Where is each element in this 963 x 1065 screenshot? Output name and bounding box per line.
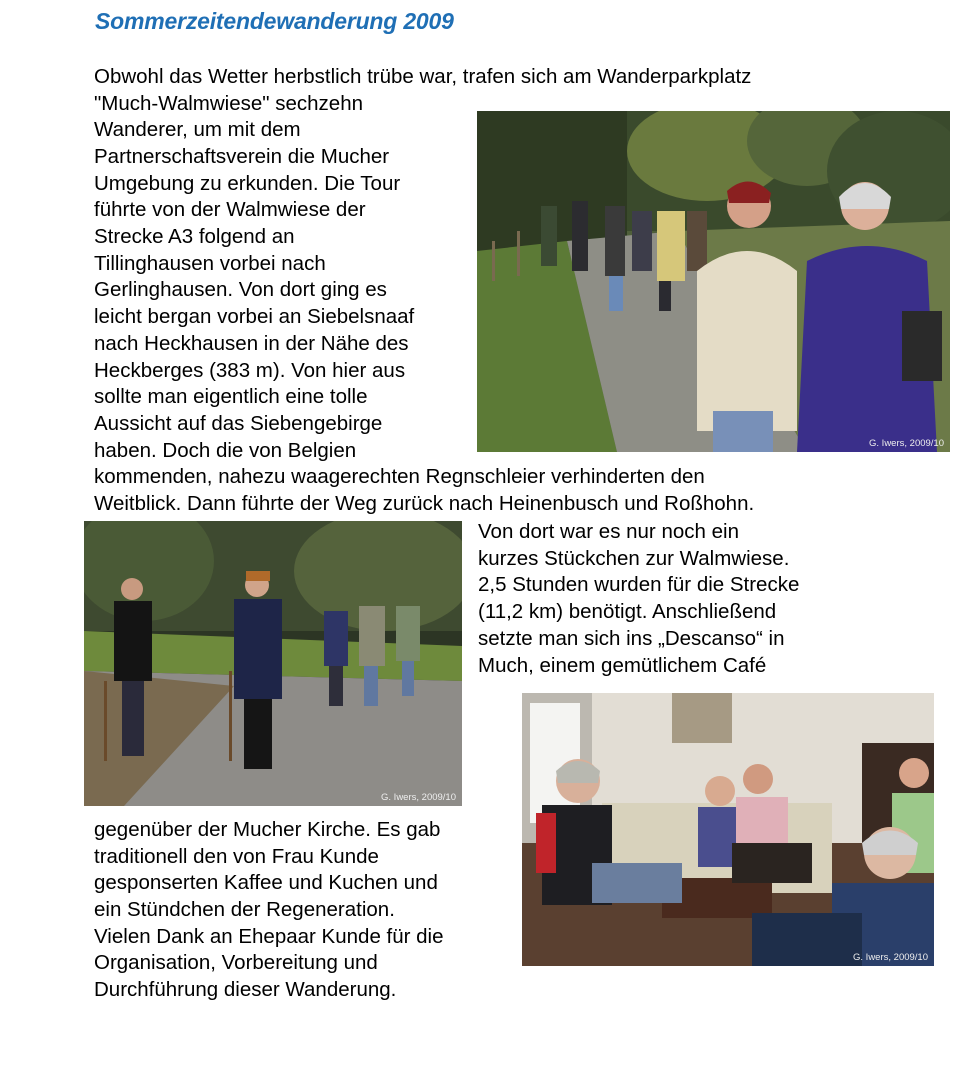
text-line: traditionell den von Frau Kunde [94, 845, 379, 868]
text-line: 2,5 Stunden wurden für die Strecke [478, 573, 800, 596]
text-line: Partnerschaftsverein die Mucher [94, 145, 390, 168]
text-line: Wanderer, um mit dem [94, 118, 301, 141]
photo-credit: G. Iwers, 2009/10 [869, 438, 944, 449]
text-line: gegenüber der Mucher Kirche. Es gab [94, 818, 441, 841]
text-line: Much, einem gemütlichem Café [478, 654, 767, 677]
text-line: Gerlinghausen. Von dort ging es [94, 278, 387, 301]
text-line: leicht bergan vorbei an Siebelsnaaf [94, 305, 415, 328]
text-line: kommenden, nahezu waagerechten Regnschleier verhinderten den [94, 465, 705, 488]
text-line: Aussicht auf das Siebengebirge [94, 412, 383, 435]
text-line: nach Heckhausen in der Nähe des [94, 332, 409, 355]
page-title: Sommerzeitendewanderung 2009 [95, 8, 454, 34]
text-line: haben. Doch die von Belgien [94, 439, 357, 462]
text-line: ein Stündchen der Regeneration. [94, 898, 395, 921]
photo-credit: G. Iwers, 2009/10 [853, 952, 928, 963]
photo-walkers-road [84, 521, 462, 806]
text-line: Tillinghausen vorbei nach [94, 252, 326, 275]
text-line: gesponserten Kaffee und Kuchen und [94, 871, 438, 894]
text-line: kurzes Stückchen zur Walmwiese. [478, 547, 790, 570]
text-line: Umgebung zu erkunden. Die Tour [94, 172, 401, 195]
text-line: Organisation, Vorbereitung und [94, 951, 378, 974]
text-line: (11,2 km) benötigt. Anschließend [478, 600, 777, 623]
text-line: Weitblick. Dann führte der Weg zurück nach Heinenbusch und Roßhohn. [94, 492, 755, 515]
text-line: setzte man sich ins „Descanso“ in [478, 627, 785, 650]
text-line: "Much-Walmwiese" sechzehn [94, 92, 363, 115]
text-line: Obwohl das Wetter herbstlich trübe war, trafen sich am Wanderparkplatz [94, 65, 752, 88]
text-line: Durchführung dieser Wanderung. [94, 978, 397, 1001]
text-line: Vielen Dank an Ehepaar Kunde für die [94, 925, 444, 948]
text-line: Strecke A3 folgend an [94, 225, 295, 248]
photo-cafe-group [522, 693, 934, 966]
text-line: sollte man eigentlich eine tolle [94, 385, 368, 408]
text-line: Heckberges (383 m). Von hier aus [94, 359, 406, 382]
text-line: Von dort war es nur noch ein [478, 520, 739, 543]
photo-hikers-path [477, 111, 950, 452]
text-line: führte von der Walmwiese der [94, 198, 366, 221]
photo-credit: G. Iwers, 2009/10 [381, 792, 456, 803]
